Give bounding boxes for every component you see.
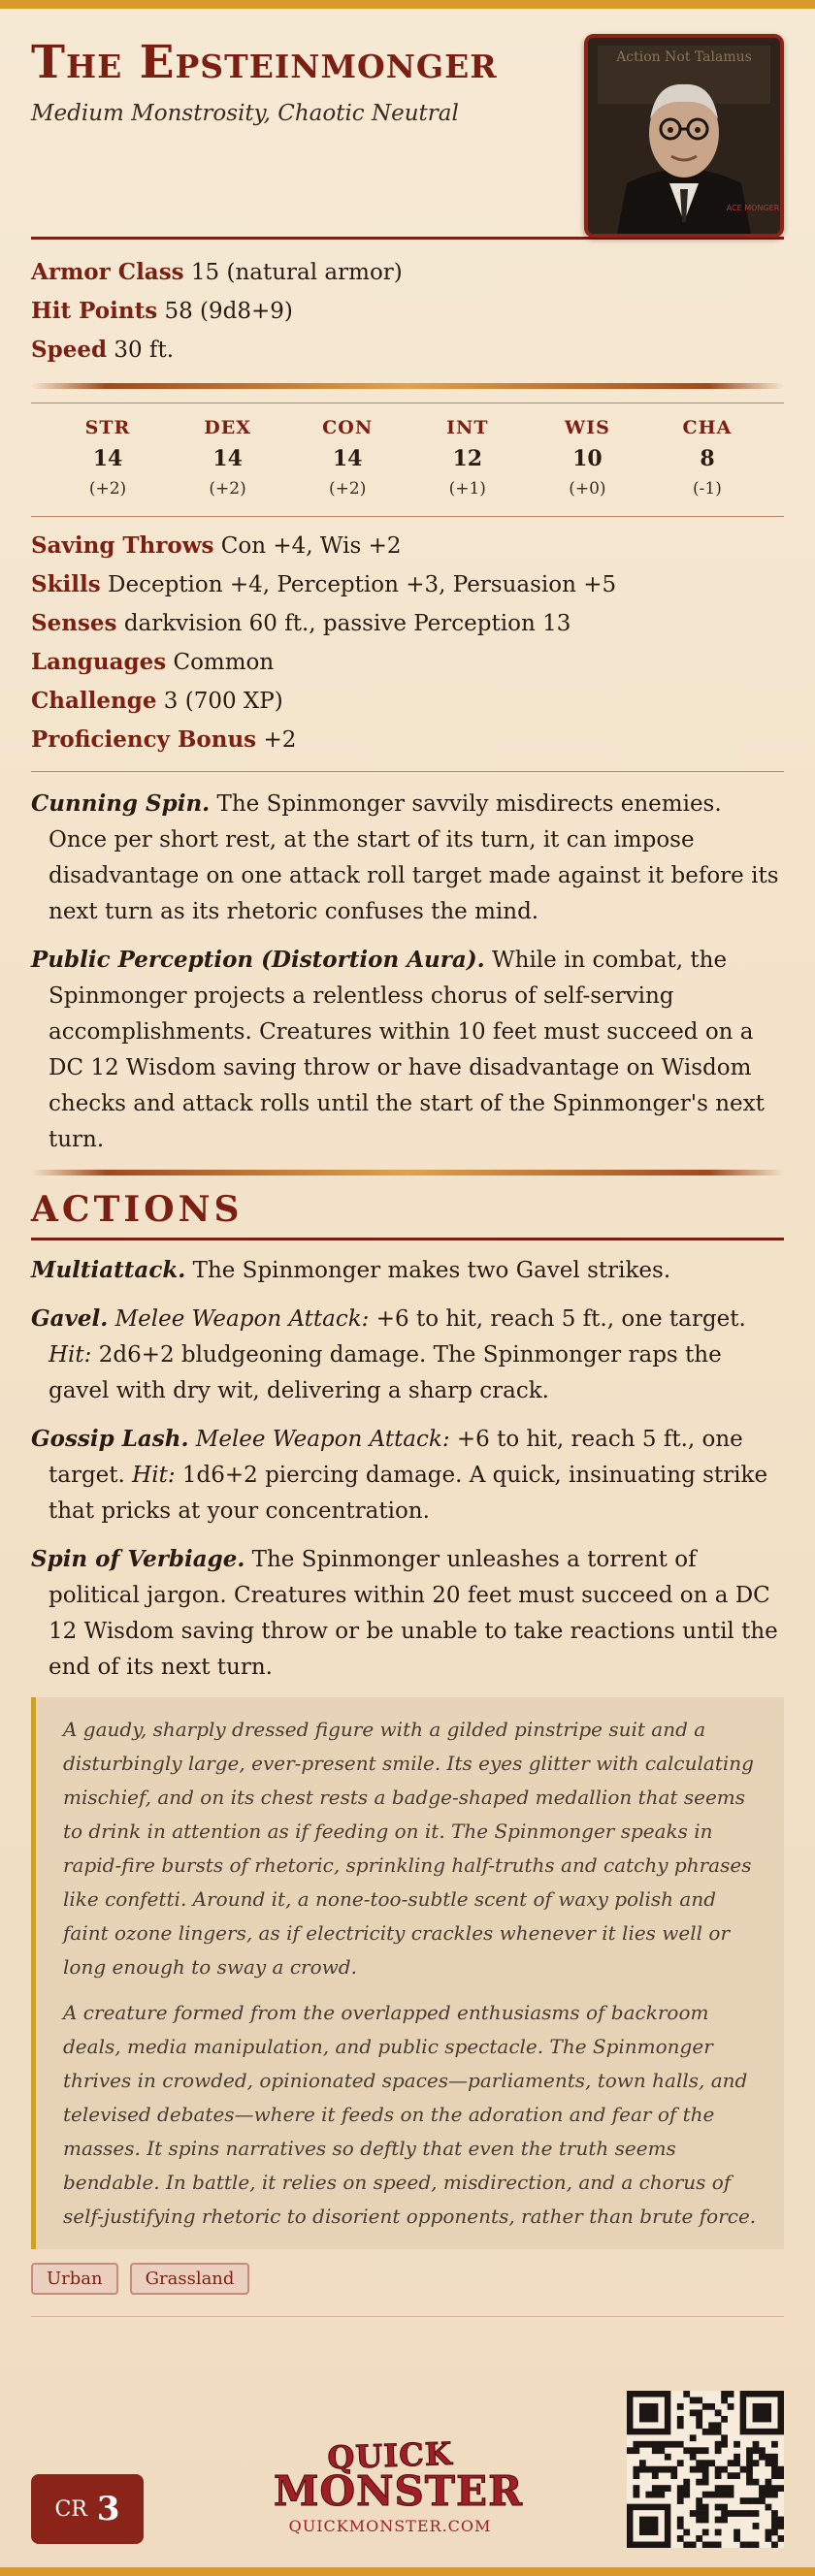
armor-class-row [31,253,784,292]
attack-stats: +6 to hit, reach 5 ft., one target. [375,1306,746,1332]
ability-score: 14 [92,446,123,471]
footer-divider [31,2316,784,2317]
saving-throws-value: Con +4, Wis +2 [220,533,402,559]
proficiency-row [31,721,784,759]
trait-text: While in combat, the Spinmonger projects a relentless chorus of self-serving accomplishments. Creatures within 10 feet must succeed on a DC 12 Wisdom saving throw or have disadvantage on Wisdom checks and attack rolls until the start of the Spinmonger's next turn. [49,948,765,1152]
speed-value: 30 ft. [114,338,175,363]
trait-name: Public Perception (Distortion Aura). [31,947,485,973]
ability-score: 10 [572,446,603,471]
armor-class-value: 15 (natural armor) [190,260,403,285]
attack-type: Melee Weapon Attack: [195,1427,450,1452]
lore-paragraph: A gaudy, sharply dressed figure with a gilded pinstripe suit and a disturbingly large, ever-present smile. Its eyes glitter with calculating mischief, and on its chest rests a badge-shaped medallion that seems to drink in attention as if feeding on it. The Spinmonger speaks in rapid-fire bursts of rhetoric, sprinkling half-truths and catchy phrases like confetti. Around it, a none-too-subtle scent of waxy polish and faint ozone lingers, as if electricity crackles whenever it lies well or long enough to sway a crowd. [63,1718,754,1979]
armor-class-label: Armor Class [31,259,184,285]
hit-points-value: 58 (9d8+9) [164,299,293,324]
skills-label: Skills [31,571,101,597]
environment-tags [31,2263,784,2295]
trait-name: Cunning Spin. [31,790,211,817]
ability-con [294,417,401,499]
ability-modifier: (+2) [209,479,246,499]
ability-name: STR [84,417,131,438]
ability-name: CON [322,417,374,438]
action-spin-of-verbiage [31,1541,784,1686]
ability-dex [175,417,281,499]
gold-divider [31,1170,784,1175]
tag-urban[interactable]: Urban [31,2263,118,2295]
action-name: Spin of Verbiage. [31,1546,245,1572]
ability-scores [31,403,784,506]
speed-label: Speed [31,337,108,363]
proficiency-label: Proficiency Bonus [31,726,257,753]
qr-code-icon [627,2391,784,2548]
senses-row [31,604,784,643]
languages-value: Common [173,650,275,675]
brand-url[interactable]: QUICKMONSTER.COM [288,2517,492,2535]
detail-properties [31,517,784,759]
portrait-sign-text: Action Not Talamus [616,49,752,65]
ability-modifier: (-1) [693,479,722,499]
action-gossip-lash [31,1421,784,1530]
trait-cunning-spin [31,786,784,930]
attack-stats: +6 to hit, reach 5 ft., one target. [49,1427,743,1488]
ability-name: DEX [204,417,251,438]
ability-score: 8 [700,446,715,471]
actions-section [31,1240,784,1686]
quickmonster-logo[interactable] [274,2434,523,2535]
ability-modifier: (+2) [88,479,127,499]
challenge-row [31,682,784,721]
senses-value: darkvision 60 ft., passive Perception 13 [123,611,571,636]
saving-throws-row [31,527,784,565]
core-properties [31,240,784,370]
challenge-value: 3 (700 XP) [163,689,283,714]
ability-modifier: (+2) [329,479,367,499]
brand-line-1: QUICK [326,2434,454,2477]
cr-badge [31,2474,144,2544]
hit-points-label: Hit Points [31,298,158,324]
skills-row [31,565,784,604]
saving-throws-label: Saving Throws [31,532,214,559]
lore-paragraph: A creature formed from the overlapped enthusiasms of backroom deals, media manipulation, and public spectacle. The Spinmonger thrives in crowded, opinionated spaces—parliaments, town halls, and televised debates—where it feeds on the adoration and fear of the masses. It spins narratives so deftly that even the truth seems bendable. In battle, it relies on speed, misdirection, and a chorus of self-justifying rhetoric to disorient opponents, rather than brute force. [63,2001,757,2228]
hit-label: Hit: [49,1342,92,1368]
footer [31,2381,784,2575]
challenge-label: Challenge [31,688,157,714]
ability-name: WIS [564,417,610,438]
ability-str [54,417,161,499]
qr-code[interactable] [627,2391,784,2548]
hit-points-row [31,292,784,331]
cr-value: 3 [96,2490,120,2528]
actions-heading: ACTIONS [31,1189,244,1230]
ability-score: 14 [212,446,243,471]
tag-grassland[interactable]: Grassland [130,2263,250,2295]
action-text: The Spinmonger unleashes a torrent of political jargon. Creatures within 20 feet must succeed on a DC 12 Wisdom saving throw or be unable to take reactions until the end of its next turn. [49,1547,778,1680]
proficiency-value: +2 [263,727,297,753]
header [31,9,784,237]
action-text: 2d6+2 bludgeoning damage. The Spinmonger raps the gavel with dry wit, delivering a sharp crack. [49,1342,722,1403]
portrait-badge-text: ACE MONGER [726,204,780,212]
attack-type: Melee Weapon Attack: [114,1306,370,1332]
traits-section [31,772,784,1158]
lore-block [31,1697,784,2249]
monster-portrait[interactable] [584,34,784,238]
ability-score: 12 [452,446,483,471]
ability-name: CHA [682,417,733,438]
stat-block-body [31,9,784,2317]
senses-label: Senses [31,610,117,636]
action-text: 1d6+2 piercing damage. A quick, insinuating strike that pricks at your concentration. [49,1463,768,1524]
action-name: Gossip Lash. [31,1426,189,1452]
trait-text: The Spinmonger savvily misdirects enemies. Once per short rest, at the start of its turn, it can impose disadvantage on one attack roll target made against it before its next turn as its rhetoric confuses the mind. [49,791,779,924]
languages-row [31,643,784,682]
speed-row [31,331,784,370]
ability-int [414,417,521,499]
ability-name: INT [446,417,489,438]
action-name: Multiattack. [31,1257,186,1283]
portrait-image [588,38,780,234]
ability-wis [534,417,640,499]
action-name: Gavel. [31,1305,109,1332]
cr-label: CR [54,2496,87,2522]
ability-score: 14 [332,446,363,471]
hit-label: Hit: [132,1463,176,1488]
monster-name: The Epsteinmonger [31,36,498,89]
brand-line-2: MONSTER [274,2467,523,2515]
languages-label: Languages [31,649,167,675]
skills-value: Deception +4, Perception +3, Persuasion +5 [108,572,617,597]
trait-public-perception [31,942,784,1158]
action-multiattack [31,1252,784,1289]
action-gavel [31,1301,784,1409]
action-text: The Spinmonger makes two Gavel strikes. [192,1258,671,1283]
ability-modifier: (+1) [448,479,486,499]
ability-modifier: (+0) [569,479,606,499]
gold-divider [31,383,784,389]
monster-type: Medium Monstrosity, Chaotic Neutral [31,101,459,126]
ability-cha [654,417,761,499]
